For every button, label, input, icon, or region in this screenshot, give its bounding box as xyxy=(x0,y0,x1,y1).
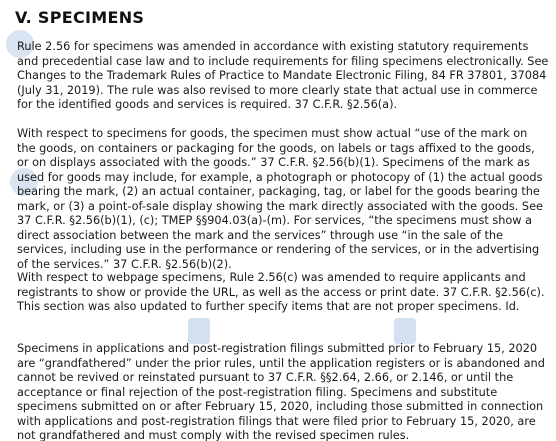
paragraph-webpage-specimens: With respect to webpage specimens, Rule 2.56(c) was amended to require applicants and registrants to show or provide the URL, as well as the access or print date. 37 C.F.R. §2.56(c). This section was also updated to further specify items that are not proper specimens. Id. xyxy=(17,271,545,313)
watermark-badge-icon xyxy=(188,318,210,344)
paragraph-goods-specimens: With respect to specimens for goods, the specimen must show actual “use of the mark on the goods, on containers or packaging for the goods, on labels or tags affixed to the goods, or on displays associated with the goods.” 37 C.F.R. §2.56(b)(1). Specimens of the mark as used for goods may include, for example, a photograph or photocopy of (1) the actual goods bearing the mark, (2) an actual container, packaging, tag, or label for the goods bearing the mark, or (3) a point-of-sale display showing the mark directly associated with the goods. See 37 C.F.R. §2.56(b)(1), (c); TMEP §§904.03(a)-(m). For services, “the specimens must show a direct association between the mark and the services” through use “in the sale of the services, including use in the performance or rendering of the services, or in the advertising of the services.” 37 C.F.R. §2.56(b)(2). xyxy=(17,127,543,271)
section-heading: V. SPECIMENS xyxy=(15,8,145,27)
paragraph-rule-amendment: Rule 2.56 for specimens was amended in accordance with existing statutory requirements and precedential case law and to include requirements for filing specimens electronically. See Changes to the Trademark Rules of Practice to Mandate Electronic Filing, 84 FR 37801, 37084 (July 31, 2019). The rule was also revised to more clearly state that actual use in commerce for the identified goods and services is required. 37 C.F.R. §2.56(a). xyxy=(17,40,549,111)
watermark-badge-icon xyxy=(394,318,416,344)
paragraph-grandfathered-specimens: Specimens in applications and post-registration filings submitted prior to February 15, 2020 are “grandfathered” under the prior rules, until the application registers or is abandoned and cannot be revived or reinstated pursuant to 37 C.F.R. §§2.64, 2.66, or 2.146, or until the acceptance or final rejection of the post-registration filing. Specimens and substitute specimens submitted on or after February 15, 2020, including those submitted in connection with applications and post-registration filings that were filed prior to February 15, 2020, are not grandfathered and must comply with the revised specimen rules. xyxy=(17,342,545,441)
